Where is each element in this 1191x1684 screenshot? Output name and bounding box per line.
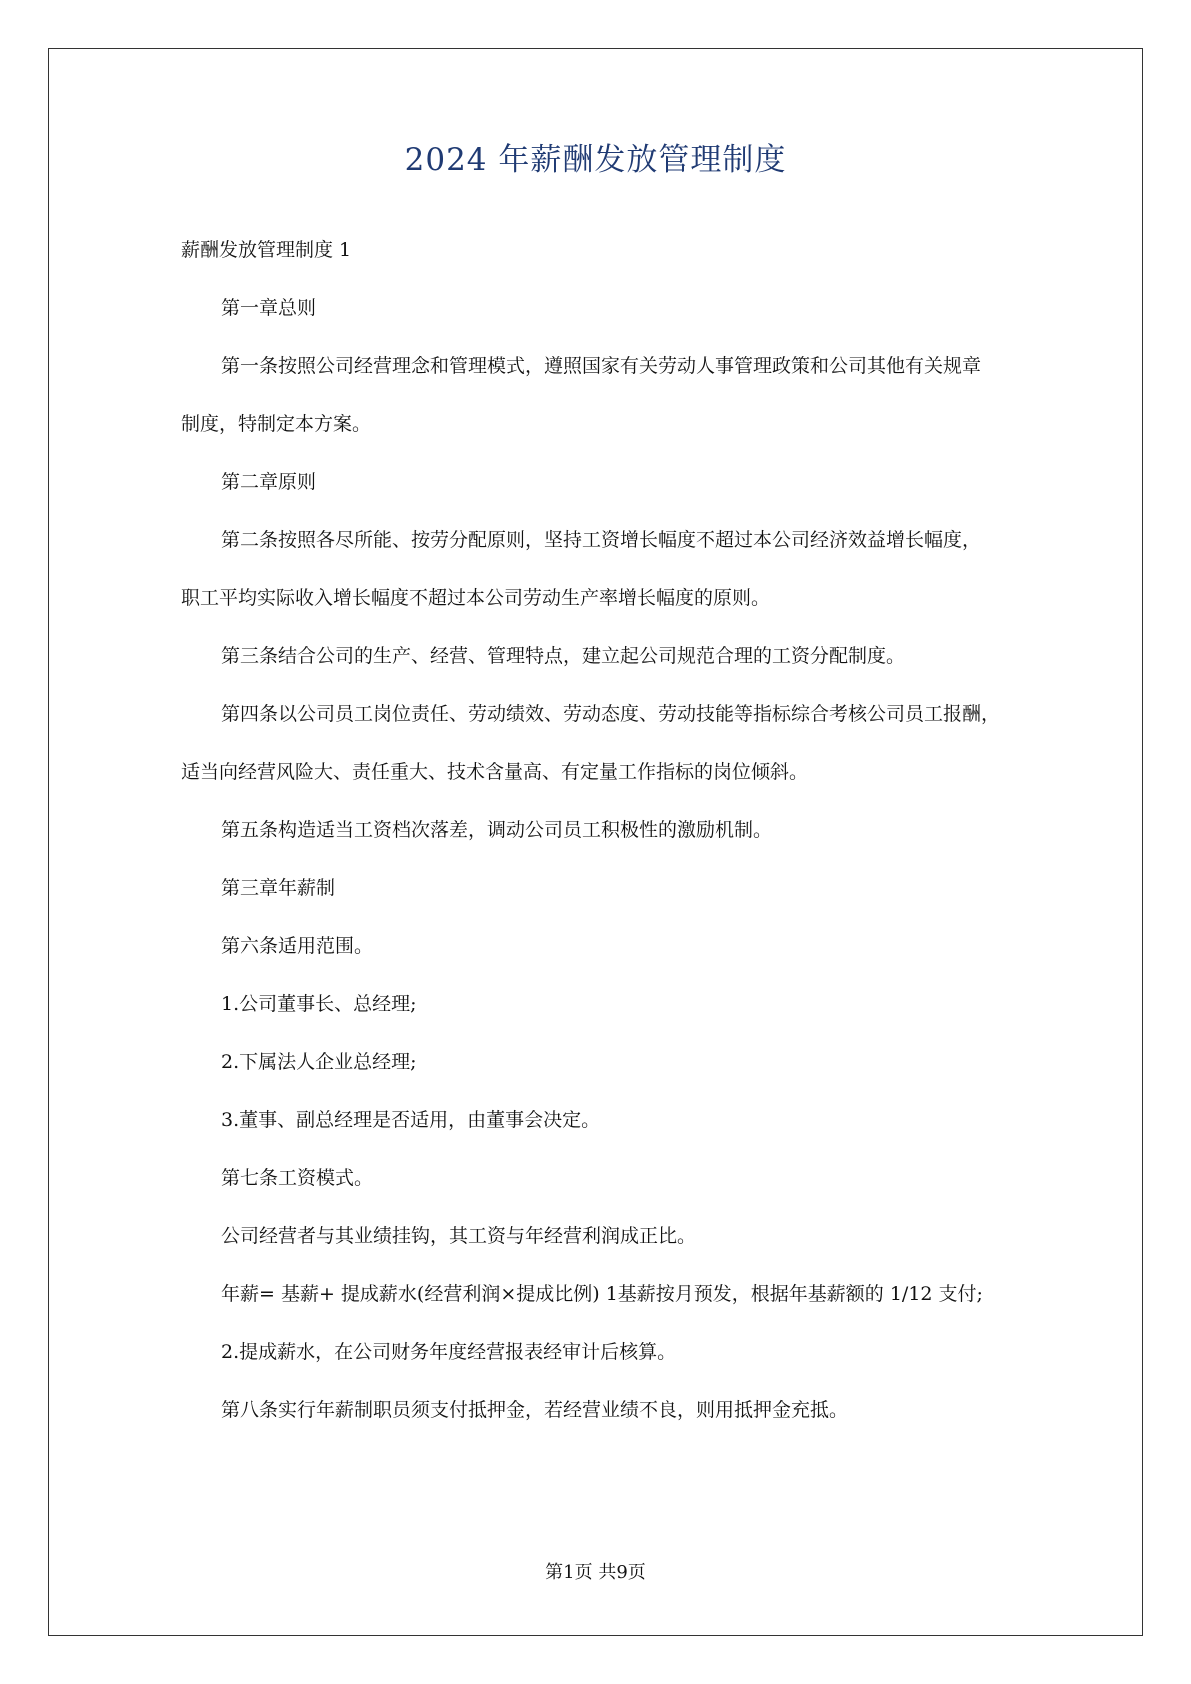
paragraph-line: 第四条以公司员工岗位责任、劳动绩效、劳动态度、劳动技能等指标综合考核公司员工报酬， <box>221 703 1001 725</box>
paragraph-line: 职工平均实际收入增长幅度不超过本公司劳动生产率增长幅度的原则。 <box>181 587 771 609</box>
paragraph-line: 第三条结合公司的生产、经营、管理特点，建立起公司规范合理的工资分配制度。 <box>221 645 906 667</box>
paragraph-line: 第七条工资模式。 <box>221 1167 374 1189</box>
paragraph-line: 第五条构造适当工资档次落差，调动公司员工积极性的激励机制。 <box>221 819 773 841</box>
section-heading: 薪酬发放管理制度 1 <box>181 239 352 261</box>
list-item: 1.公司董事长、总经理; <box>221 993 417 1015</box>
document-title: 2024 年薪酬发放管理制度 <box>404 142 787 178</box>
chapter-heading: 第一章总则 <box>221 297 317 319</box>
paragraph-line: 制度，特制定本方案。 <box>181 413 372 435</box>
paragraph-line: 公司经营者与其业绩挂钩，其工资与年经营利润成正比。 <box>221 1225 697 1247</box>
paragraph-line: 适当向经营风险大、责任重大、技术含量高、有定量工作指标的岗位倾斜。 <box>181 761 809 783</box>
paragraph-line: 第六条适用范围。 <box>221 935 374 957</box>
paragraph-line: 第八条实行年薪制职员须支付抵押金，若经营业绩不良，则用抵押金充抵。 <box>221 1399 849 1421</box>
chapter-heading: 第三章年薪制 <box>221 877 336 899</box>
list-item: 2.提成薪水，在公司财务年度经营报表经审计后核算。 <box>221 1341 677 1363</box>
page-number-footer: 第1页 共9页 <box>545 1562 646 1583</box>
chapter-heading: 第二章原则 <box>221 471 317 493</box>
list-item: 2.下属法人企业总经理; <box>221 1051 417 1073</box>
paragraph-line: 第一条按照公司经营理念和管理模式，遵照国家有关劳动人事管理政策和公司其他有关规章 <box>221 355 982 377</box>
formula-line: 年薪= 基薪+ 提成薪水(经营利润×提成比例) 1基薪按月预发，根据年基薪额的 1/12 支付; <box>221 1283 983 1305</box>
paragraph-line: 第二条按照各尽所能、按劳分配原则，坚持工资增长幅度不超过本公司经济效益增长幅度， <box>221 529 982 551</box>
list-item: 3.董事、副总经理是否适用，由董事会决定。 <box>221 1109 601 1131</box>
